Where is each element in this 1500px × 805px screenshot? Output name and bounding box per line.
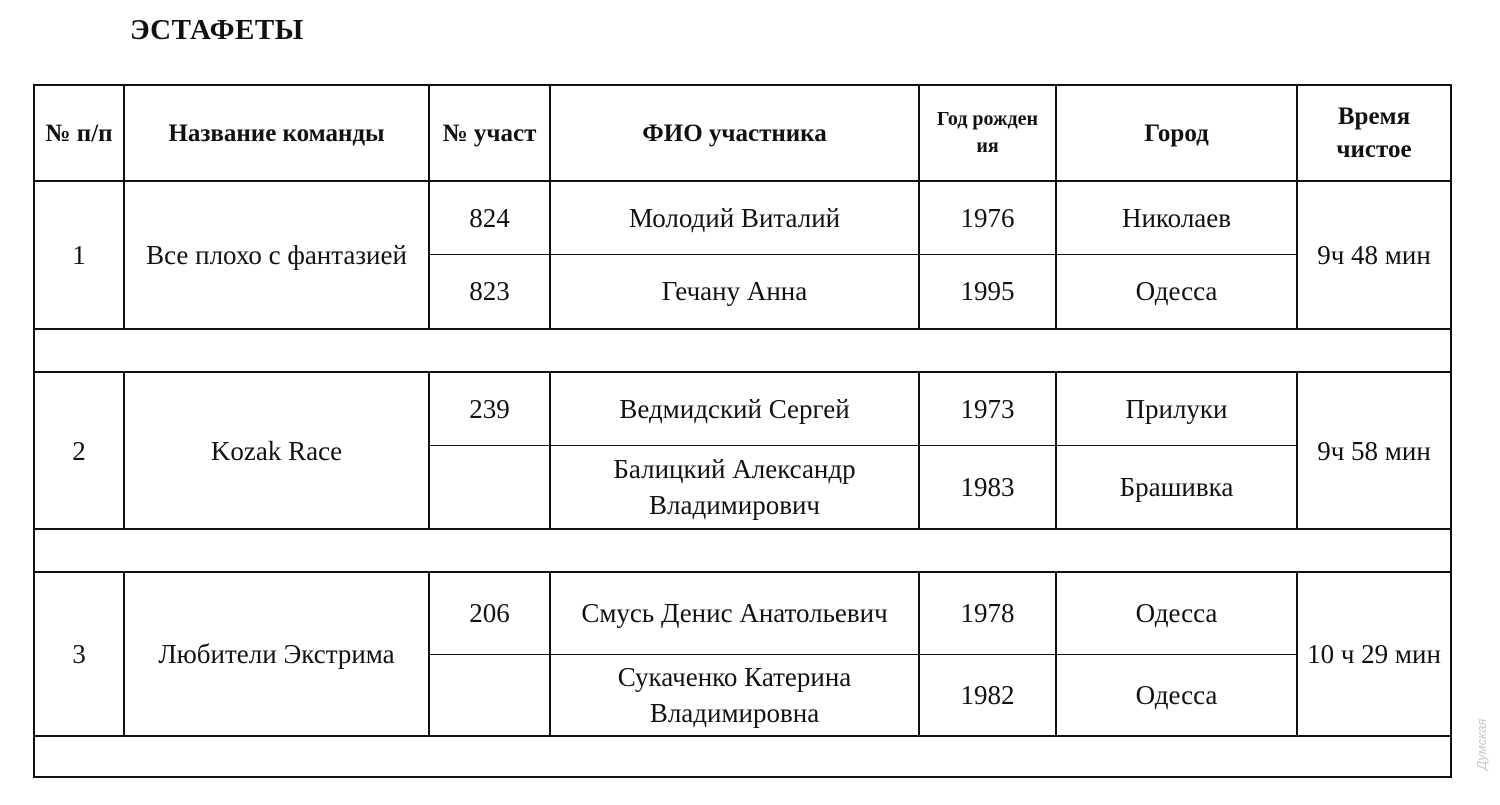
spacer-row bbox=[34, 529, 1451, 572]
member-year: 1995 bbox=[919, 254, 1056, 329]
member-bib bbox=[429, 445, 550, 529]
trailing-row bbox=[34, 736, 1451, 777]
spacer-cell bbox=[34, 329, 1451, 372]
spacer-row bbox=[34, 329, 1451, 372]
header-time: Время чистое bbox=[1297, 85, 1451, 181]
table-row bbox=[34, 372, 1451, 445]
member-bib: 823 bbox=[429, 254, 550, 329]
team-name: Любители Экстрима bbox=[124, 572, 429, 736]
member-year: 1978 bbox=[919, 572, 1056, 654]
member-city: Одесса bbox=[1056, 654, 1297, 736]
team-num: 2 bbox=[34, 372, 124, 529]
member-bib: 239 bbox=[429, 372, 550, 445]
member-name: Балицкий Александр Владимирович bbox=[550, 445, 919, 529]
member-year: 1976 bbox=[919, 181, 1056, 254]
member-city: Одесса bbox=[1056, 572, 1297, 654]
member-bib: 206 bbox=[429, 572, 550, 654]
member-year: 1982 bbox=[919, 654, 1056, 736]
table-header-row bbox=[34, 85, 1451, 181]
member-bib: 824 bbox=[429, 181, 550, 254]
header-num: № п/п bbox=[34, 85, 124, 181]
relay-results-table bbox=[33, 84, 1452, 778]
member-year: 1973 bbox=[919, 372, 1056, 445]
member-name: Молодий Виталий bbox=[550, 181, 919, 254]
header-name: ФИО участника bbox=[550, 85, 919, 181]
trailing-cell bbox=[34, 736, 1451, 777]
header-bib: № участ bbox=[429, 85, 550, 181]
member-city: Брашивка bbox=[1056, 445, 1297, 529]
team-time: 9ч 48 мин bbox=[1297, 181, 1451, 329]
member-city: Прилуки bbox=[1056, 372, 1297, 445]
member-name: Гечану Анна bbox=[550, 254, 919, 329]
member-city: Николаев bbox=[1056, 181, 1297, 254]
spacer-cell bbox=[34, 529, 1451, 572]
member-name: Смусь Денис Анатольевич bbox=[550, 572, 919, 654]
team-time: 9ч 58 мин bbox=[1297, 372, 1451, 529]
table-row bbox=[34, 181, 1451, 254]
team-name: Все плохо с фантазией bbox=[124, 181, 429, 329]
team-name: Kozak Race bbox=[124, 372, 429, 529]
header-year: Год рождения bbox=[919, 85, 1056, 181]
table-row bbox=[34, 572, 1451, 654]
team-num: 3 bbox=[34, 572, 124, 736]
member-bib bbox=[429, 654, 550, 736]
header-city: Город bbox=[1056, 85, 1297, 181]
team-num: 1 bbox=[34, 181, 124, 329]
watermark: Думская bbox=[1474, 718, 1489, 770]
page-title: ЭСТАФЕТЫ bbox=[130, 14, 304, 46]
header-team: Название команды bbox=[124, 85, 429, 181]
member-name: Ведмидский Сергей bbox=[550, 372, 919, 445]
member-name: Сукаченко Катерина Владимировна bbox=[550, 654, 919, 736]
member-city: Одесса bbox=[1056, 254, 1297, 329]
team-time: 10 ч 29 мин bbox=[1297, 572, 1451, 736]
member-year: 1983 bbox=[919, 445, 1056, 529]
